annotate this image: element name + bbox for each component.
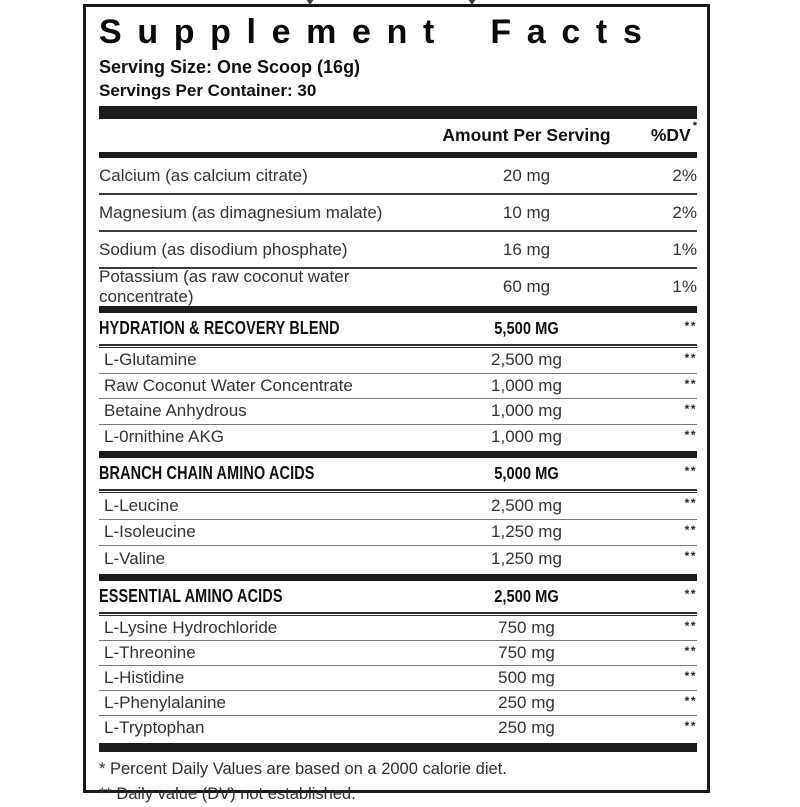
nutrient-dv: 2% [672, 202, 697, 222]
ingredient-name: Raw Coconut Water Concentrate [104, 375, 353, 395]
ingredient-dv: ** [684, 693, 697, 708]
ingredient-amount: 1,000 mg [491, 375, 562, 395]
ingredient-amount: 750 mg [498, 642, 555, 662]
ingredient-dv: ** [684, 618, 697, 633]
footnote-dv: * Percent Daily Values are based on a 2000 calorie diet. [99, 759, 507, 778]
ingredient-dv: ** [684, 549, 697, 563]
ingredient-name: L-Tryptophan [104, 717, 205, 737]
footnote-not-established: ** Daily value (DV) not established. [99, 784, 356, 803]
ingredient-amount: 1,000 mg [491, 401, 562, 421]
ingredient-name: L-Threonine [104, 642, 196, 662]
nutrient-row [99, 232, 697, 267]
blend-name: HYDRATION & RECOVERY BLEND [99, 318, 340, 338]
nutrient-name: Magnesium (as dimagnesium malate) [99, 202, 383, 222]
tick-mark-icon [468, 0, 476, 5]
nutrient-dv: 1% [672, 239, 697, 259]
ingredient-row [99, 641, 697, 665]
ingredient-amount: 2,500 mg [491, 495, 562, 515]
ingredient-row [99, 374, 697, 399]
ingredient-name: L-Histidine [104, 667, 185, 687]
blend-dv: ** [684, 319, 697, 333]
ingredient-dv: ** [684, 718, 697, 733]
blend-amount: 2,500 MG [494, 585, 559, 606]
nutrient-amount: 10 mg [502, 202, 551, 222]
divider-bar [99, 306, 697, 313]
ingredient-dv: ** [684, 668, 697, 683]
ingredient-name: L-0rnithine AKG [104, 426, 225, 446]
nutrient-name: Calcium (as calcium citrate) [99, 165, 308, 185]
blend-header-row [99, 313, 697, 344]
ingredient-dv: ** [684, 402, 697, 416]
ingredient-row [99, 425, 697, 450]
ingredient-amount: 750 mg [498, 617, 555, 637]
nutrient-row [99, 158, 697, 193]
ingredient-row [99, 493, 697, 519]
ingredient-amount: 1,000 mg [491, 426, 562, 446]
blend-amount: 5,000 MG [494, 463, 559, 483]
ingredient-row [99, 616, 697, 640]
ingredient-row [99, 716, 697, 740]
divider-bar [99, 106, 697, 119]
ingredient-name: Betaine Anhydrous [104, 401, 247, 421]
nutrient-name: Sodium (as disodium phosphate) [99, 239, 348, 259]
ingredient-amount: 250 mg [498, 692, 555, 712]
column-amount-header: Amount Per Serving [442, 125, 611, 145]
ingredient-amount: 1,250 mg [491, 548, 562, 568]
ingredient-name: L-Lysine Hydrochloride [104, 617, 278, 637]
blend-header-row [99, 581, 697, 612]
blend-dv: ** [684, 586, 697, 601]
dv-label: %DV [650, 125, 691, 145]
ingredient-name: L-Isoleucine [104, 522, 196, 542]
ingredient-dv: ** [684, 496, 697, 510]
nutrient-amount: 60 mg [502, 276, 551, 296]
ingredient-amount: 2,500 mg [491, 350, 562, 370]
ingredient-name: L-Glutamine [104, 350, 197, 370]
nutrient-dv: 2% [672, 165, 697, 185]
nutrient-name: Potassium (as raw coconut water concentrate) [99, 266, 350, 306]
dv-footnote-marker: * [692, 120, 697, 133]
ingredient-row [99, 691, 697, 715]
divider-bar [99, 451, 697, 458]
blend-amount: 5,500 MG [494, 318, 559, 338]
supplement-facts-panel [83, 4, 710, 803]
ingredient-dv: ** [684, 351, 697, 365]
column-header-row [99, 119, 697, 152]
ingredient-row [99, 348, 697, 373]
ingredient-row [99, 666, 697, 690]
nutrient-amount: 16 mg [502, 239, 551, 259]
nutrient-row [99, 195, 697, 230]
servings-per-container: Servings Per Container: 30 [99, 81, 317, 100]
ingredient-dv: ** [684, 427, 697, 442]
blend-dv: ** [684, 464, 697, 478]
nutrient-dv: 1% [672, 276, 697, 296]
blend-name: BRANCH CHAIN AMINO ACIDS [99, 463, 315, 483]
ingredient-amount: 250 mg [498, 717, 555, 737]
ingredient-amount: 500 mg [498, 667, 555, 687]
ingredient-row [99, 520, 697, 546]
ingredient-amount: 1,250 mg [491, 522, 562, 542]
ingredient-dv: ** [684, 643, 697, 658]
footnotes [99, 757, 697, 807]
serving-size: Serving Size: One Scoop (16g) [99, 57, 361, 77]
ingredient-dv: ** [684, 522, 697, 537]
ingredient-dv: ** [684, 376, 697, 391]
blend-name: ESSENTIAL AMINO ACIDS [99, 585, 283, 606]
column-dv-header [619, 120, 697, 146]
nutrient-row [99, 266, 697, 306]
ingredient-name: L-Leucine [104, 495, 179, 515]
panel-title: Supplement Facts [99, 13, 658, 51]
tick-mark-icon [306, 0, 314, 5]
nutrient-amount: 20 mg [502, 165, 551, 185]
ingredient-row [99, 546, 697, 572]
blend-header-row [99, 458, 697, 489]
ingredient-name: L-Valine [104, 548, 166, 568]
divider-bar [99, 574, 697, 581]
ingredient-name: L-Phenylalanine [104, 692, 226, 712]
ingredient-row [99, 399, 697, 424]
divider-bar [99, 743, 697, 752]
